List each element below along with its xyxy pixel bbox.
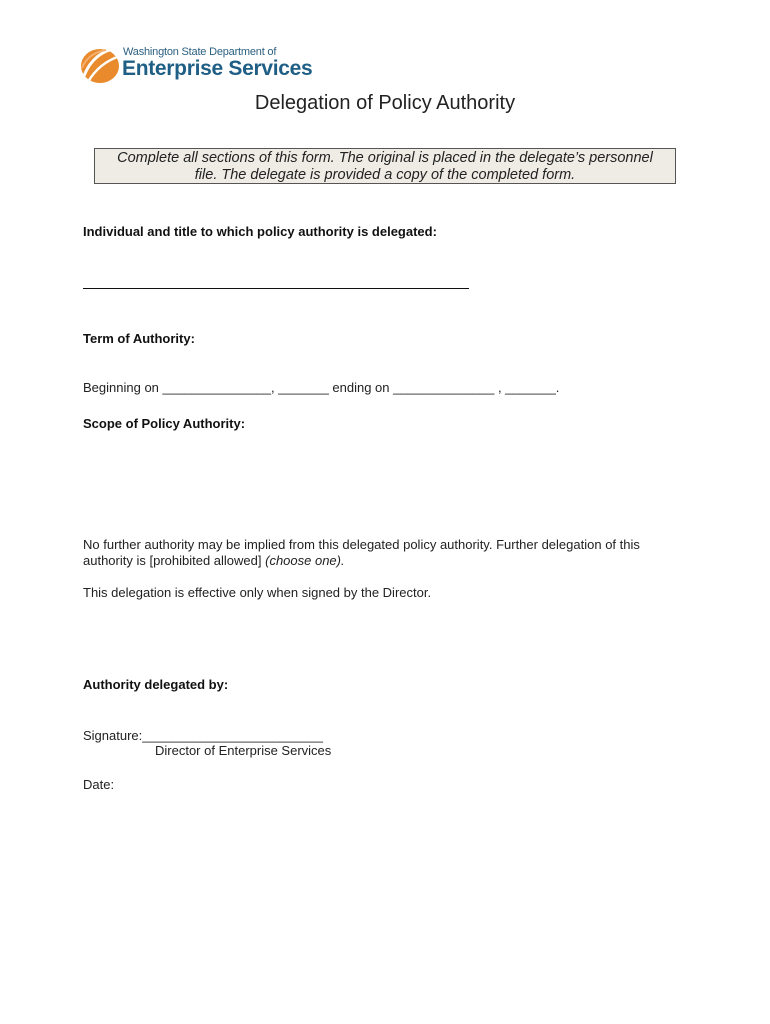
term-dates-line: Beginning on _______________, _______ ending on ______________ , _______. xyxy=(83,380,560,395)
logo-enterprise-text: Enterprise Services xyxy=(122,57,313,80)
des-logo-icon xyxy=(80,42,122,88)
individual-signature-line xyxy=(83,288,469,289)
des-logo xyxy=(80,42,313,88)
date-label: Date: xyxy=(83,777,115,792)
further-authority-main-text: authority is [prohibited allowed] xyxy=(83,553,266,568)
effective-text: This delegation is effective only when signed by the Director. xyxy=(83,585,432,600)
further-authority-line-2 xyxy=(83,553,345,568)
director-title: Director of Enterprise Services xyxy=(155,743,332,758)
delegated-by-label: Authority delegated by: xyxy=(83,677,229,692)
individual-label: Individual and title to which policy authority is delegated: xyxy=(83,224,437,239)
instructions-line-2: file. The delegate is provided a copy of the completed form. xyxy=(194,167,576,183)
choose-one-note: (choose one). xyxy=(265,553,345,568)
further-authority-line-1: No further authority may be implied from this delegated policy authority. Further delegation of this xyxy=(83,537,640,552)
signature-line: Signature:_________________________ xyxy=(83,728,324,743)
instructions-box xyxy=(94,148,676,184)
scope-label: Scope of Policy Authority: xyxy=(83,416,246,431)
document-title: Delegation of Policy Authority xyxy=(254,92,516,114)
logo-department-text: Washington State Department of xyxy=(123,46,277,58)
instructions-line-1: Complete all sections of this form. The original is placed in the delegate’s personnel xyxy=(117,150,653,166)
term-label: Term of Authority: xyxy=(83,331,195,346)
